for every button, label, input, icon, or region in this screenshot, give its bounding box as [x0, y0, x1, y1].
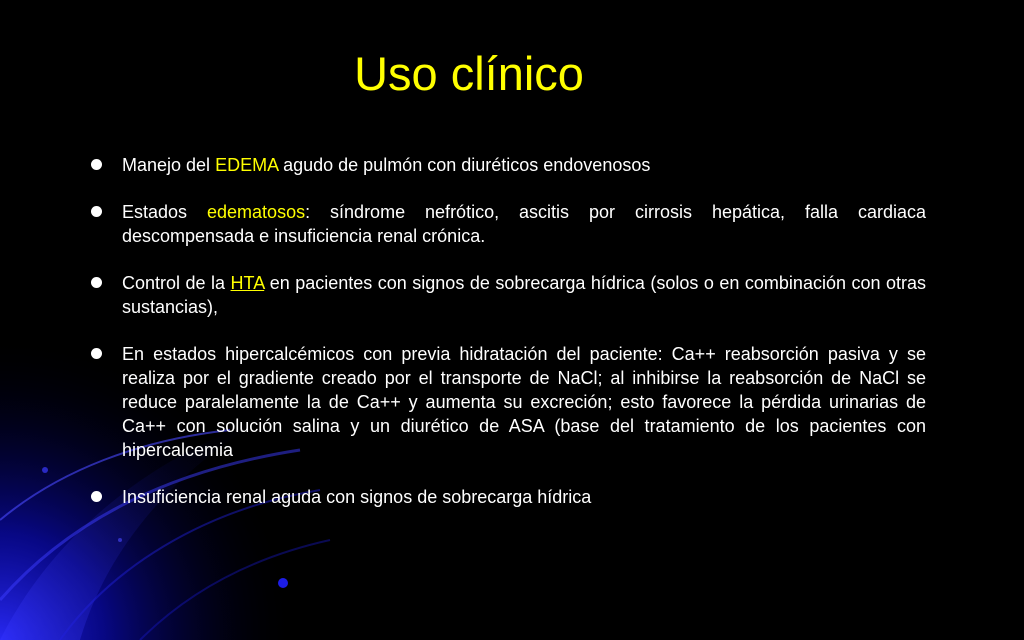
bullet-dot-icon: [91, 159, 102, 170]
highlighted-term: EDEMA: [215, 155, 279, 175]
bullet-text: Insuficiencia renal aguda con signos de sobrecarga hídrica: [122, 487, 592, 507]
bullet-dot-icon: [91, 277, 102, 288]
slide-title: Uso clínico: [354, 47, 584, 100]
bullet-list: [122, 153, 926, 532]
bullet-dot-icon: [91, 348, 102, 359]
bullet-item: [122, 271, 926, 319]
bullet-item: [122, 200, 926, 248]
bullet-text: Control de la: [122, 273, 231, 293]
bullet-text: Estados: [122, 202, 208, 222]
bullet-text: En estados hipercalcémicos con previa hidratación del paciente: Ca++ reabsorción pasiva y se realiza por el gradiente creado por el transporte de NaCl; al inhibirse la reabsorción de NaCl se reduce paralelamente la de Ca++ y aumenta su excreción; esto favorece la pérdida urinarias de Ca++ con solución salina y un diurético de ASA (base del tratamiento de los pacientes con hipercalcemia: [122, 344, 926, 460]
bullet-text: agudo de pulmón con diuréticos endovenosos: [278, 155, 651, 175]
bullet-text: Manejo del: [122, 155, 216, 175]
hta-link[interactable]: HTA: [230, 273, 265, 293]
bullet-text: en pacientes con signos de sobrecarga hídrica (solos o en combinación con otras sustancias),: [122, 273, 926, 317]
highlighted-term: edematosos: [207, 202, 306, 222]
bullet-item: [122, 342, 926, 462]
bullet-item: [122, 153, 926, 177]
bullet-item: [122, 485, 926, 509]
bullet-dot-icon: [91, 491, 102, 502]
bullet-dot-icon: [91, 206, 102, 217]
bullet-text: : síndrome nefrótico, ascitis por cirrosis hepática, falla cardiaca descompensada e insuficiencia renal crónica.: [122, 202, 927, 246]
